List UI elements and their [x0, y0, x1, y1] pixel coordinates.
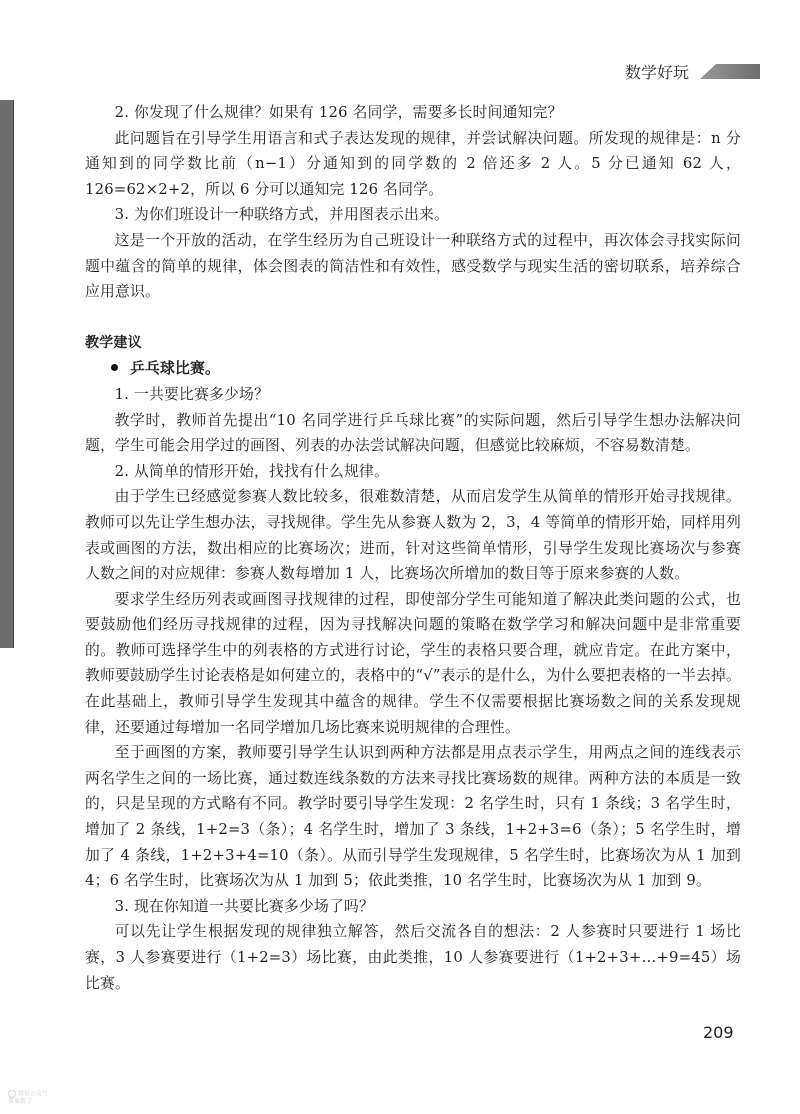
step-2-table-text: 要求学生经历列表或画图寻找规律的过程，即使部分学生可能知道了解决此类问题的公式，也要鼓励他们经历寻找规律的过程，因为寻找解决问题的策略在数学学习和解决问题中是非常重要的。教师可选择学生中的列表格的方式进行讨论，学生的表格只要合理，就应肯定。在此方案中，教师要鼓励学生讨论表格是如何建立的，表格中的“√”表示的是什么，为什么要把表格的一半去掉。在此基础上，教师引导学生发现其中蕴含的规律。学生不仅需要根据比赛场数之间的关系发现规律，还要通过每增加一名同学增加几场比赛来说明规律的合理性。 — [85, 590, 741, 736]
watermark-line-2: 果果数学 — [8, 1098, 33, 1105]
bullet-topic-text: 乒乓球比赛。 — [130, 360, 220, 378]
left-edge-tab — [0, 100, 14, 648]
watermark — [8, 1090, 52, 1106]
page-body — [85, 100, 741, 996]
section-heading-teaching-suggestions: 教学建议 — [85, 334, 142, 351]
watermark-logo-icon — [8, 1090, 16, 1098]
page-number: 209 — [703, 1023, 734, 1042]
bullet-dot-icon — [111, 364, 118, 371]
bullet-topic — [85, 356, 741, 382]
question-3: 3. 为你们班设计一种联络方式，并用图表示出来。 — [114, 206, 449, 224]
step-3-title: 3. 现在你知道一共要比赛多少场了吗？ — [114, 897, 374, 915]
step-1-title: 1. 一共要比赛多少场？ — [114, 385, 269, 403]
header-decorative-bar — [700, 64, 760, 79]
step-2-drawing-text: 至于画图的方案，教师要引导学生认识到两种方法都是用点表示学生，用两点之间的连线表示两名学生之间的一场比赛，通过数连线条数的方法来寻找比赛场数的规律。两种方法的本质是一致的，只是呈现的方式略有不同。教学时要引导学生发现：2 名学生时，只有 1 条线；3 名学生时，增加了 2 条线，1+2=3（条）；4 名学生时，增加了 3 条线，1+2+3=6（条）；5 名学生时，增加了 4 条线，1+2+3+4=10（条）。从而引导学生发现规律，5 名学生时，比赛场次为从 1 加到 4；6 名学生时，比赛场次为从 1 加到 5；依此类推，10 名学生时，比赛场次为从 1 加到 9。 — [85, 744, 741, 890]
step-2-text: 由于学生已经感觉参赛人数比较多，很难数清楚，从而启发学生从简单的情形开始寻找规律。教师可以先让学生想办法，寻找规律。学生先从参赛人数为 2，3，4 等简单的情形开始，同样用列表或画图的方法，数出相应的比赛场次；进而，针对这些简单情形，引导学生发现比赛场次与参赛人数之间的对应规律：参赛人数每增加 1 人，比赛场次所增加的数目等于原来参赛的人数。 — [85, 488, 741, 583]
running-header-title: 数学好玩 — [625, 63, 690, 82]
step-2-title: 2. 从简单的情形开始，找找有什么规律。 — [114, 462, 389, 480]
step-3-text: 可以先让学生根据发现的规律独立解答，然后交流各自的想法：2 人参赛时只要进行 1 场比赛，3 人参赛要进行（1+2=3）场比赛，由此类推，10 人参赛要进行（1+2+3+…+9=45）场比赛。 — [85, 923, 741, 992]
step-1-text: 教学时，教师首先提出“10 名同学进行乒乓球比赛”的实际问题，然后引导学生想办法解决问题，学生可能会用学过的画图、列表的办法尝试解决问题，但感觉比较麻烦，不容易数清楚。 — [85, 411, 741, 455]
answer-3: 这是一个开放的活动，在学生经历为自己班设计一种联络方式的过程中，再次体会寻找实际问题中蕴含的简单的规律，体会图表的简洁性和有效性，感受数学与现实生活的密切联系，培养综合应用意识。 — [85, 231, 741, 301]
question-2: 2. 你发现了什么规律？如果有 126 名同学，需要多长时间通知完？ — [114, 104, 563, 121]
answer-2: 此问题旨在引导学生用语言和式子表达发现的规律，并尝试解决问题。所发现的规律是：n 分通知到的同学数比前（n−1）分通知到的同学数的 2 倍还多 2 人。5 分已通知 62 人，126=62×2+2，所以 6 分可以通知完 126 名同学。 — [85, 129, 741, 198]
watermark-line-1: 微信公众号 — [18, 1090, 49, 1098]
